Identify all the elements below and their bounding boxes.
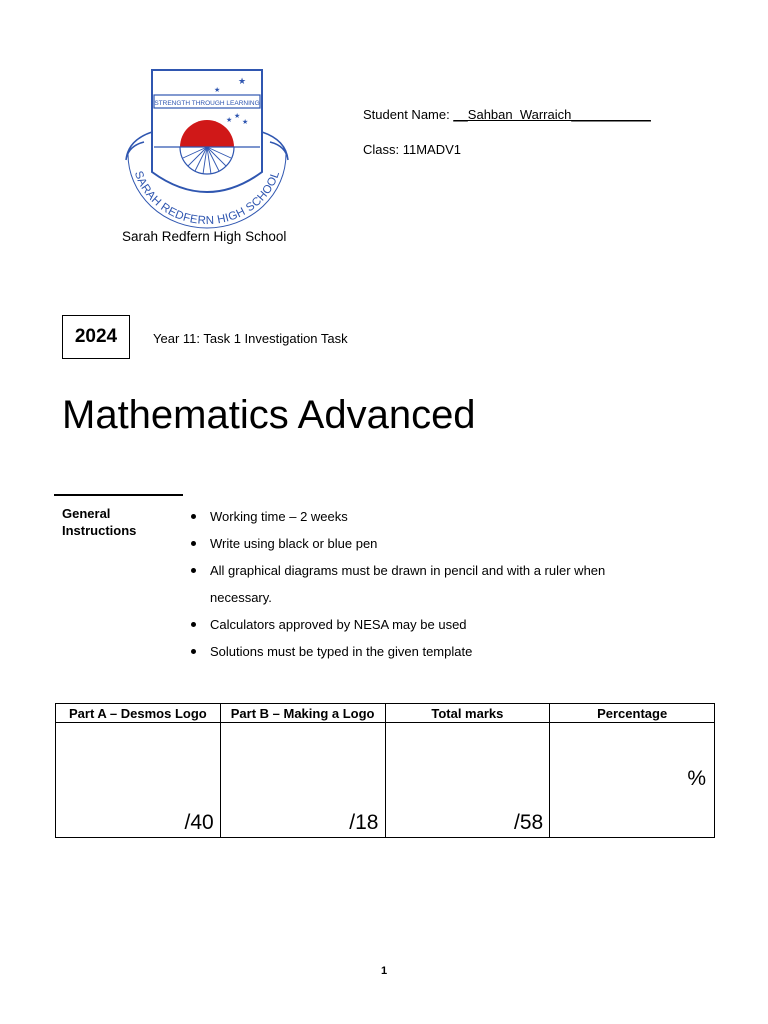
marks-table [55,703,715,838]
svg-text:★: ★ [234,113,241,120]
list-item: Solutions must be typed in the given template [190,638,670,665]
class-line [363,142,461,157]
part-b-cell [220,723,385,838]
class-value: 11MADV1 [402,142,462,157]
list-item: All graphical diagrams must be drawn in pencil and with a ruler when necessary. [190,557,670,611]
header-part-b: Part B – Making a Logo [220,704,385,723]
header-part-a: Part A – Desmos Logo [56,704,221,723]
instructions-heading: General Instructions [62,506,137,538]
part-a-cell [56,723,221,838]
instructions-divider [54,494,183,496]
percentage-cell [550,723,715,838]
svg-text:★: ★ [214,87,221,94]
student-name-value: __Sahban Warraich___________ [453,107,651,122]
year-box: 2024 [62,315,130,359]
logo-motto-text: STRENGTH THROUGH LEARNING [154,100,260,107]
task-subtitle: Year 11: Task 1 Investigation Task [153,331,348,346]
svg-text:SARAH REDFERN HIGH SCHOOL [132,169,283,227]
header-percentage: Percentage [550,704,715,723]
grand-total: /58 [514,811,544,834]
table-header-row [56,704,715,723]
school-name: Sarah Redfern High School [122,229,287,244]
student-name-label: Student Name: [363,107,454,122]
school-crest-logo [118,62,296,230]
logo-school-name-text: SARAH REDFERN HIGH SCHOOL [131,169,283,228]
header-total: Total marks [385,704,550,723]
student-name-line [363,107,651,122]
part-a-total: /40 [184,811,214,834]
class-label: Class: [363,142,403,157]
table-row [56,723,715,838]
list-item: Calculators approved by NESA may be used [190,611,670,638]
svg-text:★: ★ [242,119,249,126]
total-cell [385,723,550,838]
page-number: 1 [380,965,388,977]
svg-text:★: ★ [238,76,247,86]
part-b-total: /18 [349,811,379,834]
svg-text:★: ★ [226,117,233,124]
instructions-list [190,503,670,665]
page-title: Mathematics Advanced [62,393,476,437]
list-item: Working time – 2 weeks [190,503,670,530]
list-item: Write using black or blue pen [190,530,670,557]
percent-sign: % [687,767,706,790]
